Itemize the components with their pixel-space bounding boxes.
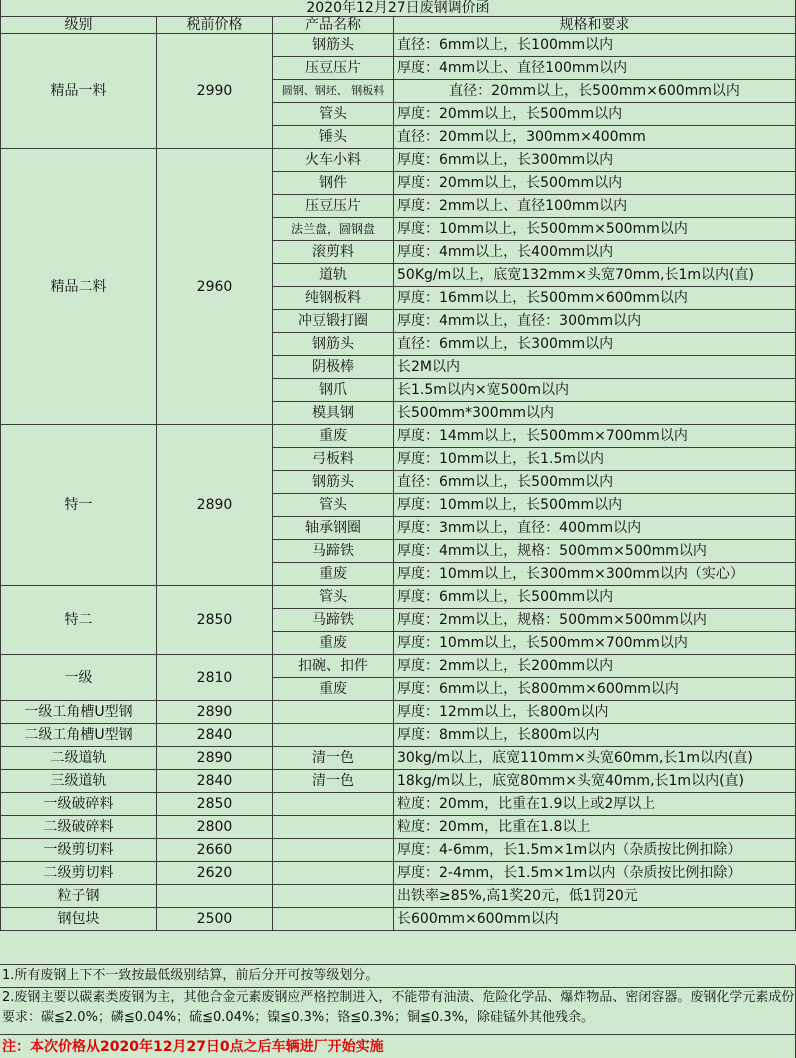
spec-cell: 厚度：6mm以上，长300mm以内 bbox=[394, 149, 796, 172]
spec-cell: 厚度：20mm以上，长500mm以内 bbox=[394, 172, 796, 195]
spec-cell: 长2M以内 bbox=[394, 356, 796, 379]
header-row bbox=[1, 17, 796, 34]
product-cell: 阴极棒 bbox=[273, 356, 394, 379]
table-row bbox=[1, 149, 796, 172]
grade-cell: 二级剪切料 bbox=[1, 862, 157, 885]
product-cell: 纯钢板料 bbox=[273, 287, 394, 310]
grade-cell: 精品二料 bbox=[1, 149, 157, 425]
spec-cell: 厚度：2mm以上，规格：500mm×500mm以内 bbox=[394, 609, 796, 632]
price-cell: 2620 bbox=[157, 862, 273, 885]
spec-cell: 厚度：4mm以上、直径100mm以内 bbox=[394, 57, 796, 80]
price-cell: 2890 bbox=[157, 701, 273, 724]
spec-cell: 厚度：16mm以上，长500mm×600mm以内 bbox=[394, 287, 796, 310]
product-cell bbox=[273, 816, 394, 839]
spec-cell: 粒度：20mm，比重在1.8以上 bbox=[394, 816, 796, 839]
product-cell: 钢筋头 bbox=[273, 34, 394, 57]
product-cell: 重废 bbox=[273, 425, 394, 448]
product-cell bbox=[273, 724, 394, 747]
grade-cell: 粒子钢 bbox=[1, 885, 157, 908]
product-cell: 钢筋头 bbox=[273, 471, 394, 494]
price-cell: 2840 bbox=[157, 770, 273, 793]
price-cell: 2810 bbox=[157, 655, 273, 701]
product-cell: 清一色 bbox=[273, 747, 394, 770]
product-cell: 管头 bbox=[273, 586, 394, 609]
table-row bbox=[1, 862, 796, 885]
grade-cell: 特一 bbox=[1, 425, 157, 586]
spec-cell: 厚度：10mm以上，长500mm×500mm以内 bbox=[394, 218, 796, 241]
spec-cell: 厚度：14mm以上，长500mm×700mm以内 bbox=[394, 425, 796, 448]
product-cell bbox=[273, 701, 394, 724]
table-row bbox=[1, 839, 796, 862]
product-cell: 火车小料 bbox=[273, 149, 394, 172]
product-cell: 压豆压片 bbox=[273, 195, 394, 218]
table-row bbox=[1, 655, 796, 678]
grade-cell: 二级道轨 bbox=[1, 747, 157, 770]
price-cell: 2500 bbox=[157, 908, 273, 931]
product-cell: 重废 bbox=[273, 678, 394, 701]
table-row bbox=[1, 770, 796, 793]
spec-cell: 厚度：10mm以上，长500mm×700mm以内 bbox=[394, 632, 796, 655]
grade-cell: 钢包块 bbox=[1, 908, 157, 931]
table-row bbox=[1, 425, 796, 448]
grade-cell: 三级道轨 bbox=[1, 770, 157, 793]
spec-cell: 出铁率≥85%,高1奖20元，低1罚20元 bbox=[394, 885, 796, 908]
grade-cell: 特二 bbox=[1, 586, 157, 655]
price-cell: 2890 bbox=[157, 747, 273, 770]
price-cell: 2840 bbox=[157, 724, 273, 747]
product-cell: 锤头 bbox=[273, 126, 394, 149]
product-cell: 模具钢 bbox=[273, 402, 394, 425]
price-cell: 2660 bbox=[157, 839, 273, 862]
product-cell bbox=[273, 862, 394, 885]
spec-cell: 直径：20mm以上，长500mm×600mm以内 bbox=[394, 80, 796, 103]
note-divider-2 bbox=[0, 1034, 795, 1035]
spec-cell: 30kg/m以上，底宽110mm×头宽60mm,长1m以内(直) bbox=[394, 747, 796, 770]
spec-cell: 厚度：2mm以上、直径100mm以内 bbox=[394, 195, 796, 218]
price-cell: 2800 bbox=[157, 816, 273, 839]
title-row bbox=[1, 0, 796, 17]
spec-cell: 厚度：3mm以上，直径：400mm以内 bbox=[394, 517, 796, 540]
header-product: 产品名称 bbox=[273, 17, 394, 34]
product-cell: 扣碗、扣件 bbox=[273, 655, 394, 678]
spec-cell: 直径：6mm以上，长100mm以内 bbox=[394, 34, 796, 57]
spec-cell: 粒度：20mm，比重在1.9以上或2厚以上 bbox=[394, 793, 796, 816]
table-row bbox=[1, 793, 796, 816]
price-cell: 2850 bbox=[157, 793, 273, 816]
product-cell: 滚剪料 bbox=[273, 241, 394, 264]
grade-cell: 二级工角槽U型钢 bbox=[1, 724, 157, 747]
price-cell bbox=[157, 885, 273, 908]
spec-cell: 厚度：4mm以上，直径：300mm以内 bbox=[394, 310, 796, 333]
grade-cell: 一级剪切料 bbox=[1, 839, 157, 862]
product-cell bbox=[273, 908, 394, 931]
product-cell: 钢筋头 bbox=[273, 333, 394, 356]
header-spec: 规格和要求 bbox=[394, 17, 796, 34]
table-row bbox=[1, 747, 796, 770]
sheet-title: 2020年12月27日废钢调价函 bbox=[1, 0, 796, 17]
spec-cell: 长500mm*300mm以内 bbox=[394, 402, 796, 425]
grade-cell: 一级 bbox=[1, 655, 157, 701]
product-cell: 管头 bbox=[273, 103, 394, 126]
product-cell: 压豆压片 bbox=[273, 57, 394, 80]
spec-cell: 厚度：4mm以上，长400mm以内 bbox=[394, 241, 796, 264]
price-cell: 2990 bbox=[157, 34, 273, 149]
header-price: 税前价格 bbox=[157, 17, 273, 34]
spec-cell: 厚度：20mm以上，长500mm以内 bbox=[394, 103, 796, 126]
spec-cell: 直径：20mm以上，300mm×400mm bbox=[394, 126, 796, 149]
note-2: 2.废钢主要以碳素类废钢为主，其他合金元素废钢应严格控制进入，不能带有油渍、危险化学品、爆炸物品、密闭容器。废钢化学元素成份要求：碳≦2.0%；磷≦0.04%；硫≦0.04%；镍≦0.3%；铬≦0.3%；铜≦0.3%，除硅锰外其他残余。 bbox=[2, 990, 795, 1025]
product-cell: 钢件 bbox=[273, 172, 394, 195]
product-cell bbox=[273, 793, 394, 816]
spec-cell: 厚度：4mm以上，规格：500mm×500mm以内 bbox=[394, 540, 796, 563]
product-cell: 清一色 bbox=[273, 770, 394, 793]
spec-cell: 厚度：8mm以上，长800m以内 bbox=[394, 724, 796, 747]
grade-cell: 一级工角槽U型钢 bbox=[1, 701, 157, 724]
spec-cell: 厚度：6mm以上，长500mm以内 bbox=[394, 586, 796, 609]
product-cell: 冲豆锻打圈 bbox=[273, 310, 394, 333]
table-row bbox=[1, 701, 796, 724]
grade-cell: 一级破碎料 bbox=[1, 793, 157, 816]
product-cell: 弓板料 bbox=[273, 448, 394, 471]
table-row bbox=[1, 34, 796, 57]
product-cell: 马蹄铁 bbox=[273, 540, 394, 563]
notice-effective-date: 注：本次价格从2020年12月27日0点之后车辆进厂开始实施 bbox=[2, 1039, 384, 1055]
spec-cell: 长1.5m以内×宽500m以内 bbox=[394, 379, 796, 402]
price-cell: 2850 bbox=[157, 586, 273, 655]
spec-cell: 厚度：10mm以上，长500mm以内 bbox=[394, 494, 796, 517]
table-row bbox=[1, 885, 796, 908]
product-cell: 重废 bbox=[273, 632, 394, 655]
table-row bbox=[1, 816, 796, 839]
spec-cell: 厚度：10mm以上，长1.5m以内 bbox=[394, 448, 796, 471]
table-row bbox=[1, 586, 796, 609]
product-cell: 重废 bbox=[273, 563, 394, 586]
table-row bbox=[1, 724, 796, 747]
spec-cell: 厚度：10mm以上，长300mm×300mm以内（实心） bbox=[394, 563, 796, 586]
spec-cell: 厚度：12mm以上，长800m以内 bbox=[394, 701, 796, 724]
product-cell: 圆钢、钢坯、 钢板料 bbox=[273, 80, 394, 103]
grade-cell: 精品一料 bbox=[1, 34, 157, 149]
product-cell bbox=[273, 839, 394, 862]
product-cell: 钢爪 bbox=[273, 379, 394, 402]
price-cell: 2890 bbox=[157, 425, 273, 586]
product-cell: 管头 bbox=[273, 494, 394, 517]
price-table-body bbox=[1, 0, 796, 931]
spec-cell: 50Kg/m以上，底宽132mm×头宽70mm,长1m以内(直) bbox=[394, 264, 796, 287]
header-grade: 级别 bbox=[1, 17, 157, 34]
product-cell: 轴承钢圈 bbox=[273, 517, 394, 540]
grade-cell: 二级破碎料 bbox=[1, 816, 157, 839]
spec-cell: 18kg/m以上，底宽80mm×头宽40mm,长1m以内(直) bbox=[394, 770, 796, 793]
spec-cell: 直径：6mm以上，长500mm以内 bbox=[394, 471, 796, 494]
price-cell: 2960 bbox=[157, 149, 273, 425]
note-1: 1.所有废钢上下不一致按最低级别结算，前后分开可按等级划分。 bbox=[2, 968, 379, 983]
spec-cell: 厚度：2-4mm，长1.5m×1m以内（杂质按比例扣除） bbox=[394, 862, 796, 885]
spec-cell: 厚度：4-6mm，长1.5m×1m以内（杂质按比例扣除） bbox=[394, 839, 796, 862]
spec-cell: 直径：6mm以上，长300mm以内 bbox=[394, 333, 796, 356]
product-cell: 法兰盘，圆钢盘 bbox=[273, 218, 394, 241]
table-row bbox=[1, 908, 796, 931]
spec-cell: 厚度：6mm以上，长800mm×600mm以内 bbox=[394, 678, 796, 701]
product-cell: 道轨 bbox=[273, 264, 394, 287]
product-cell: 马蹄铁 bbox=[273, 609, 394, 632]
spec-cell: 长600mm×600mm以内 bbox=[394, 908, 796, 931]
spec-cell: 厚度：2mm以上，长200mm以内 bbox=[394, 655, 796, 678]
product-cell bbox=[273, 885, 394, 908]
